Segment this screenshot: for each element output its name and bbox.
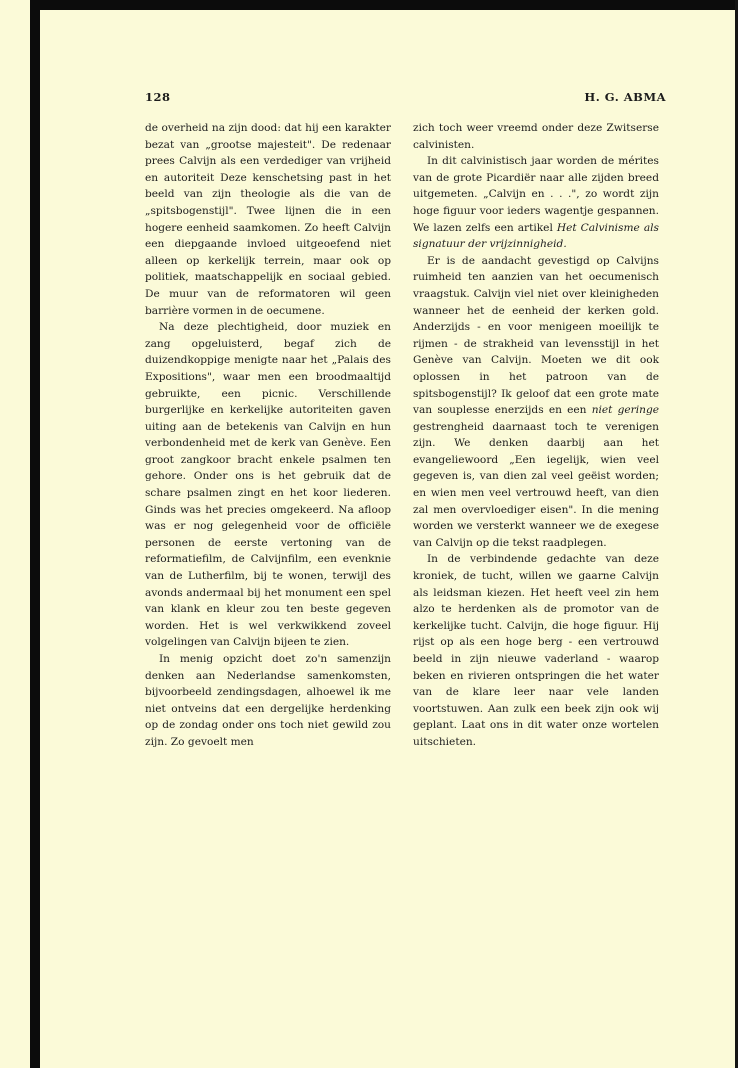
right-paragraph-1: zich toch weer vreemd onder deze Zwitserse calvinisten. [413,122,659,151]
left-paragraph-3: In menig opzicht doet zo'n samenzijn denken aan Nederlandse samenkomsten, bijvoorbeeld zendingsdagen, alhoewel ik me niet ontveins dat een dergelijke herdenking op de zondag onder ons toch niet gewild zou zijn. Zo gevoelt men [145,653,391,748]
right-paragraph-2-text: In dit calvinistisch jaar worden de mérites van de grote Picardiër naar alle zijden breed uitgemeten. „Calvijn en . . .", zo wordt zijn hoge figuur voor ieders wagentje gespannen. We lazen zelfs een artikel [413,155,659,234]
scan-border-top [30,0,738,10]
scan-border-left [30,0,40,1068]
left-paragraph-1: de overheid na zijn dood: dat hij een karakter bezat van „grootse majesteit". De redenaar prees Calvijn als een verdediger van vrijheid en autoriteit Deze kenschetsing past in het beeld van zijn theologie als die van de „spitsbogenstijl". Twee lijnen die in een hogere eenheid saamkomen. Zo heeft Calvijn een diepgaande invloed uitgeoefend niet alleen op kerkelijk terrein, maar ook op politiek, maatschappelijk en sociaal gebied. De muur van de reformatoren wil geen barrière vormen in de oecumene. [145,122,391,317]
right-paragraph-3 [413,253,659,552]
right-paragraph-3-text-a: Er is de aandacht gevestigd op Calvijns ruimheid ten aanzien van het oecumenisch vraagstuk. Calvijn viel niet over kleinigheden wanneer het de eenheid der kerken gold. Anderzijds - en voor menigeen moeilijk te rijmen - de strakheid van levensstijl in het Genève van Calvijn. Moeten we dit ook oplossen in het patroon van de spitsbogenstijl? Ik geloof dat een grote mate van souplesse enerzijds en een [413,254,659,417]
right-column [413,120,659,751]
right-paragraph-3-text-b: gestrengheid daarnaast toch te verenigen zijn. We denken daarbij aan het evangeliewoord „Een iegelijk, wien veel gegeven is, van dien zal veel geëist worden; en wien men veel vertrouwd heeft, van dien zal men overvloediger eisen". In die mening worden we versterkt wanneer we de exegese van Calvijn op die tekst raadplegen. [413,420,659,549]
right-paragraph-4: In de verbindende gedachte van deze kroniek, de tucht, willen we gaarne Calvijn als leidsman kiezen. Het heeft veel zin hem alzo te herdenken als de promotor van de kerkelijke tucht. Calvijn, die hoge figuur. Hij rijst op als een hoge berg - een vertrouwd beeld in zijn nieuwe vaderland - waarop beken en rivieren ontspringen die het water van de klare leer naar vele landen voortstuwen. Aan zulk een beek zijn ook wij geplant. Laat ons in dit water onze wortelen uitschieten. [413,553,659,748]
running-head-author: H. G. ABMA [584,90,666,104]
left-paragraph-2: Na deze plechtigheid, door muziek en zang opgeluisterd, begaf zich de duizendkoppige menigte naar het „Palais des Expositions", waar men een broodmaaltijd gebruikte, een picnic. Verschillende burgerlijke en kerkelijke autoriteiten gaven uiting aan de betekenis van Calvijn en hun verbondenheid met de kerk van Genève. Een groot zangkoor bracht enkele psalmen ten gehore. Onder ons is het gebruik dat de schare psalmen zingt en het koor liederen. Ginds was het precies omgekeerd. Na afloop was er nog gelegenheid voor de officiële personen de eerste vertoning van de reformatiefilm, de Calvijnfilm, een evenknie van de Lutherfilm, bij te wonen, terwijl des avonds andermaal bij het monument een spel van klank en kleur zou ten beste gegeven worden. Het is wel verkwikkend zoveel volgelingen van Calvijn bijeen te zien. [145,321,391,649]
left-column [145,120,391,751]
article-title: Het Calvinisme als signatuur der vrijzinnigheid. [413,221,659,251]
page-number: 128 [145,90,171,104]
emphasis-niet-geringe: niet geringe [591,404,659,417]
right-paragraph-2 [413,153,659,253]
